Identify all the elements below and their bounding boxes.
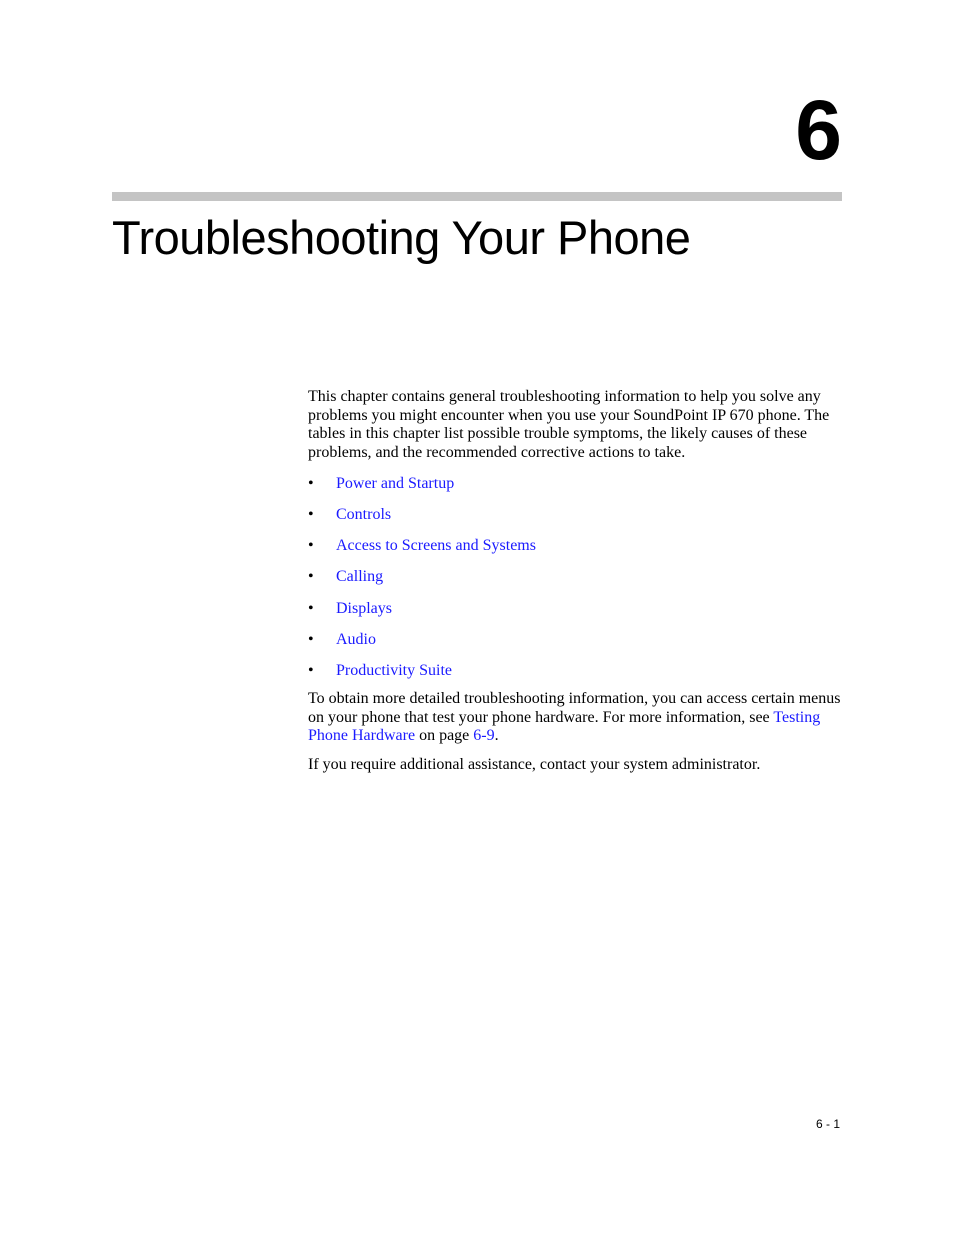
bullet-icon: • [308, 630, 314, 648]
list-item [308, 568, 842, 599]
link-power-and-startup[interactable]: Power and Startup [336, 474, 455, 492]
bullet-icon: • [308, 506, 314, 523]
bullet-icon: • [308, 474, 314, 492]
list-item [308, 631, 842, 662]
more-info-text: To obtain more detailed troubleshooting information, you can access certain menus on your phone that test your phone hardware. For more information, see [308, 689, 841, 726]
link-calling[interactable]: Calling [336, 568, 384, 586]
list-item [308, 600, 842, 631]
topic-list [308, 475, 842, 690]
chapter-divider [112, 192, 842, 201]
list-item [308, 475, 842, 506]
page-number: 6 - 1 [815, 1117, 840, 1131]
link-productivity-suite[interactable]: Productivity Suite [336, 661, 452, 679]
more-info-text-middle: on page [415, 727, 474, 745]
list-item [308, 662, 842, 690]
link-controls[interactable]: Controls [336, 506, 392, 523]
list-item [308, 537, 842, 568]
chapter-number: 6 [795, 83, 842, 177]
chapter-title: Troubleshooting Your Phone [112, 211, 691, 264]
more-info-paragraph [308, 690, 842, 746]
link-testing-phone-hardware[interactable]: Testing Phone Hardware [308, 708, 821, 745]
bullet-icon: • [308, 568, 314, 586]
bullet-icon: • [308, 599, 314, 617]
chapter-body [308, 388, 842, 775]
link-audio[interactable]: Audio [336, 630, 376, 648]
list-item [308, 506, 842, 537]
link-page-6-9[interactable]: 6-9 [473, 727, 495, 745]
link-access-to-screens[interactable]: Access to Screens and Systems [336, 537, 536, 555]
assistance-paragraph: If you require additional assistance, contact your system administrator. [308, 756, 761, 774]
bullet-icon: • [308, 661, 314, 679]
more-info-text-end: . [494, 727, 499, 745]
bullet-icon: • [308, 537, 314, 555]
link-displays[interactable]: Displays [336, 599, 392, 617]
intro-paragraph: This chapter contains general troubleshooting information to help you solve any problems you might encounter when you use your SoundPoint IP 670 phone. The tables in this chapter list possible trouble symptoms, the likely causes of these problems, and the recommended corrective actions to take. [308, 388, 830, 462]
